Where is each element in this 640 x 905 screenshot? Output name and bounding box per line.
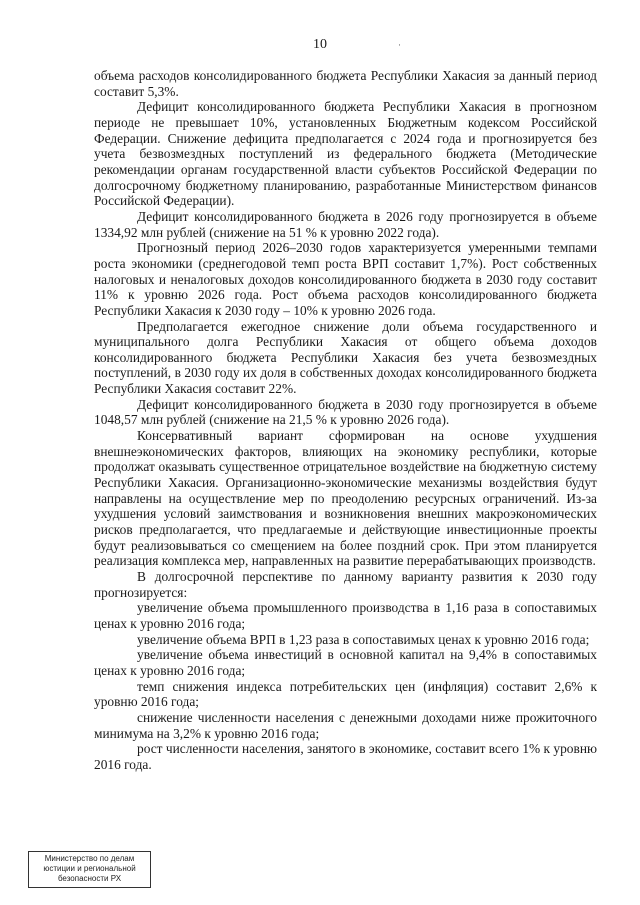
list-item: рост численности населения, занятого в экономике, составит всего 1% к уровню 2016 года. <box>94 741 597 772</box>
paragraph: Предполагается ежегодное снижение доли объема государственного и муниципального долга Республики Хакасия от общего объема доходов консолидированного бюджета Республики Хакасия без учета безвозмездных поступлений, в 2030 году их доля в собственных доходах консолидированного бюджета Республики Хакасия составит 22%. <box>94 318 597 397</box>
scan-speck: · <box>398 40 401 50</box>
paragraph: Дефицит консолидированного бюджета в 2026 году прогнозируется в объеме 1334,92 млн рублей (снижение на 51 % к уровню 2022 года). <box>94 208 597 240</box>
list-item: увеличение объема инвестиций в основной капитал на 9,4% в сопоставимых ценах к уровню 2016 года; <box>94 647 597 678</box>
paragraph: Дефицит консолидированного бюджета в 2030 году прогнозируется в объеме 1048,57 млн рублей (снижение на 21,5 % к уровню 2026 года). <box>94 396 597 428</box>
paragraph: Консервативный вариант сформирован на основе ухудшения внешнеэкономических факторов, влияющих на экономику республики, которые продолжат оказывать существенное отрицательное воздействие на бюджетную систему Республики Хакасия. Организационно-экономические механизмы воздействия будут направлены на осуществление мер по преодолению ресурсных ограничений. Из-за ухудшения условий заимствования и возникновения внешних макроэкономических рисков предполагается, что предлагаемые и действующие инвестиционные проекты будут реализовываться со смещением на более поздний срок. При этом планируется реализация комплекса мер, направленных на развитие перерабатывающих производств. <box>94 428 597 569</box>
list-item: темп снижения индекса потребительских цен (инфляция) составит 2,6% к уровню 2016 года; <box>94 678 597 710</box>
stamp-line: юстиции и региональной <box>43 864 136 873</box>
paragraph: Прогнозный период 2026–2030 годов характеризуется умеренными темпами роста экономики (среднегодовой темп роста ВРП составит 1,7%). Рост собственных налоговых и неналоговых доходов консолидированного бюджета в 2030 году составит 11% к уровню 2026 года. Рост объема расходов консолидированного бюджета Республики Хакасия к 2030 году – 10% к уровню 2026 года. <box>94 240 597 318</box>
list-item: увеличение объема промышленного производства в 1,16 раза в сопоставимых ценах к уровню 2016 года; <box>94 600 597 631</box>
stamp-line: безопасности РХ <box>57 874 122 883</box>
paragraph: В долгосрочной перспективе по данному варианту развития к 2030 году прогнозируется: <box>94 569 597 600</box>
document-body <box>94 68 597 773</box>
list-item: увеличение объема ВРП в 1,23 раза в сопоставимых ценах к уровню 2016 года; <box>137 631 590 647</box>
page-number: 10 <box>313 37 327 52</box>
stamp-line: Министерство по делам <box>44 854 135 863</box>
paragraph: Дефицит консолидированного бюджета Республики Хакасия в прогнозном периоде не превышает 10%, установленных Бюджетным кодексом Российской Федерации. Снижение дефицита предполагается с 2024 года и прогнозируется без учета безвозмездных поступлений из федерального бюджета (Методические рекомендации органам государственной власти субъектов Российской Федерации по долгосрочному бюджетному планированию, разработанные Министерством финансов Российской Федерации). <box>94 99 597 209</box>
paragraph: объема расходов консолидированного бюджета Республики Хакасия за данный период составит 5,3%. <box>94 68 597 99</box>
list-item: снижение численности населения с денежными доходами ниже прожиточного минимума на 3,2% к уровню 2016 года; <box>94 709 597 741</box>
ministry-stamp <box>28 851 151 888</box>
